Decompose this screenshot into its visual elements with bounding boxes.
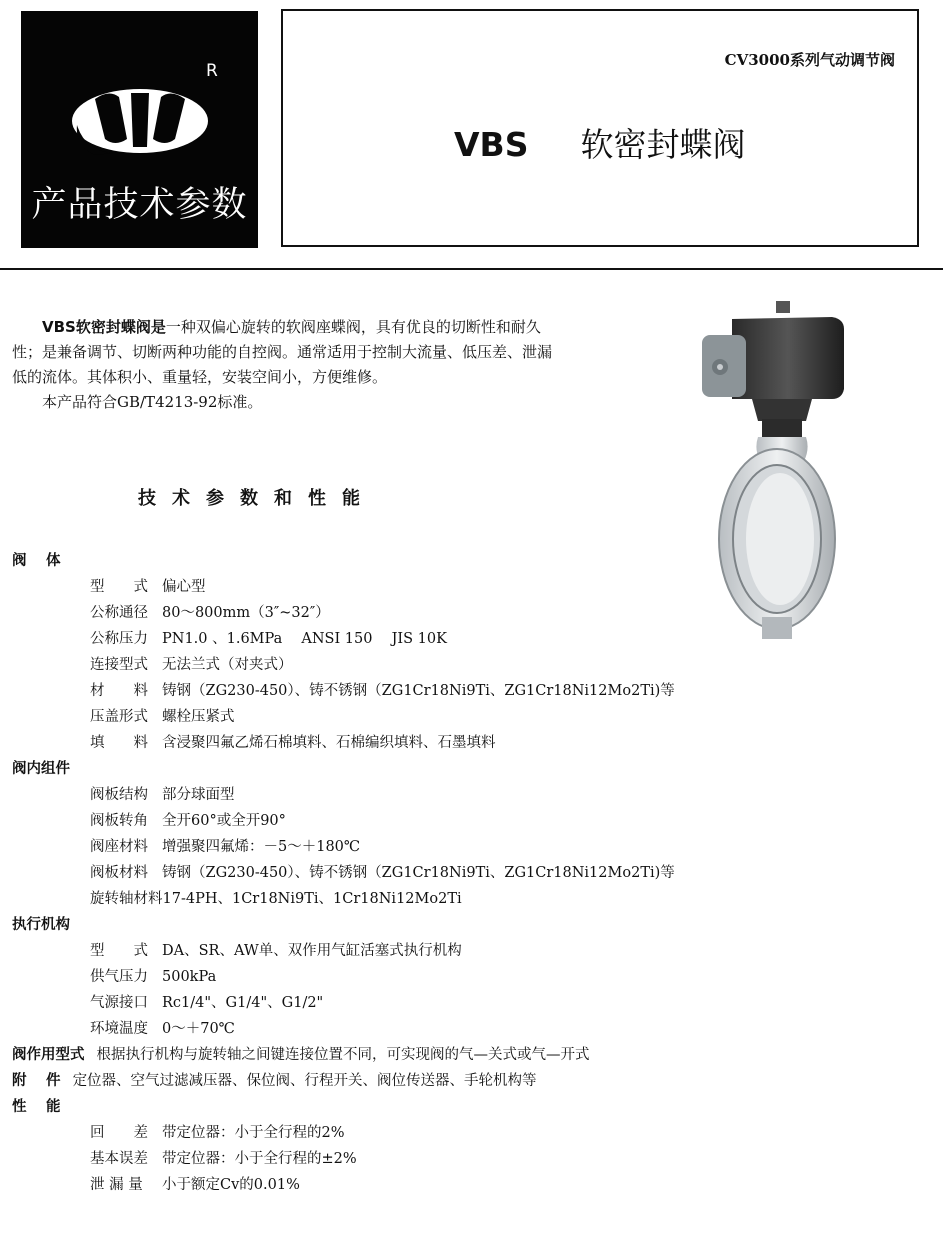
logo-caption: 产品技术参数 — [31, 185, 248, 225]
section-heading: 技术参数和性能 — [138, 488, 376, 509]
category-action: 阀作用型式 根据执行机构与旋转轴之间键连接位置不同，可实现阀的气—关式或气—开式 — [12, 1047, 590, 1063]
spec-row: 阀板材料 铸钢（ZG230-450）、铸不锈钢（ZG1Cr18Ni9Ti、ZG1Cr18Ni12Mo2Ti)等 — [90, 865, 675, 881]
spec-row: 型 式 DA、SR、AW单、双作用气缸活塞式执行机构 — [90, 943, 462, 959]
product-name: 软密封蝶阀 — [580, 125, 746, 164]
spec-row: 阀板结构 部分球面型 — [90, 787, 235, 803]
product-code: VBS — [454, 125, 529, 164]
spec-row: 压盖形式 螺栓压紧式 — [90, 709, 235, 725]
spec-row: 材 料 铸钢（ZG230-450）、铸不锈钢（ZG1Cr18Ni9Ti、ZG1Cr18Ni12Mo2Ti)等 — [90, 683, 675, 699]
spec-row: 供气压力 500kPa — [90, 969, 217, 985]
category-internals: 阀内组件 — [12, 761, 70, 777]
intro-lead: VBS软密封蝶阀是 — [42, 318, 166, 336]
spec-row: 基本误差 带定位器：小于全行程的±2% — [90, 1151, 357, 1167]
header-divider — [0, 268, 943, 270]
category-actuator: 执行机构 — [12, 917, 70, 933]
spec-list — [12, 548, 932, 1198]
spec-row: 阀座材料 增强聚四氟烯：－5～＋180℃ — [90, 839, 361, 855]
logo-block — [21, 11, 258, 248]
category-performance: 性 能 — [12, 1099, 61, 1115]
spec-row: 型 式 偏心型 — [90, 579, 206, 595]
spec-row: 连接型式 无法兰式（对夹式） — [90, 657, 293, 673]
intro-body: 一种双偏心旋转的软阀座蝶阀，具有优良的切断性和耐久性；是兼备调节、切断两种功能的自控阀。通常适用于控制大流量、低压差、泄漏低的流体。其体积小、重量轻，安装空间小，方便维修。 — [12, 318, 553, 386]
company-logo-icon — [65, 81, 215, 161]
spec-row: 旋转轴材料17-4PH、1Cr18Ni9Ti、1Cr18Ni12Mo2Ti — [90, 891, 462, 907]
series-label: CV3000系列气动调节阀 — [724, 51, 895, 69]
registered-mark: R — [206, 61, 218, 81]
intro-paragraph — [12, 315, 552, 415]
page-title — [454, 119, 745, 166]
spec-row: 公称压力 PN1.0 、1.6MPa ANSI 150 JIS 10K — [90, 631, 447, 647]
title-box — [281, 9, 919, 247]
spec-row: 公称通径 80～800mm（3″~32″） — [90, 605, 330, 621]
spec-row: 泄 漏 量 小于额定Cv的0.01% — [90, 1177, 300, 1193]
spec-row: 阀板转角 全开60°或全开90° — [90, 813, 286, 829]
spec-row: 填 料 含浸聚四氟乙烯石棉填料、石棉编织填料、石墨填料 — [90, 735, 496, 751]
spec-row: 气源接口 Rc1/4"、G1/4"、G1/2" — [90, 995, 324, 1011]
intro-text — [12, 315, 552, 390]
spec-row: 回 差 带定位器：小于全行程的2% — [90, 1125, 345, 1141]
category-accessories: 附 件 定位器、空气过滤减压器、保位阀、行程开关、阀位传送器、手轮机构等 — [12, 1073, 537, 1089]
category-body: 阀 体 — [12, 553, 61, 569]
intro-standard: 本产品符合GB/T4213-92标准。 — [42, 393, 263, 411]
spec-row: 环境温度 0～＋70℃ — [90, 1021, 235, 1037]
